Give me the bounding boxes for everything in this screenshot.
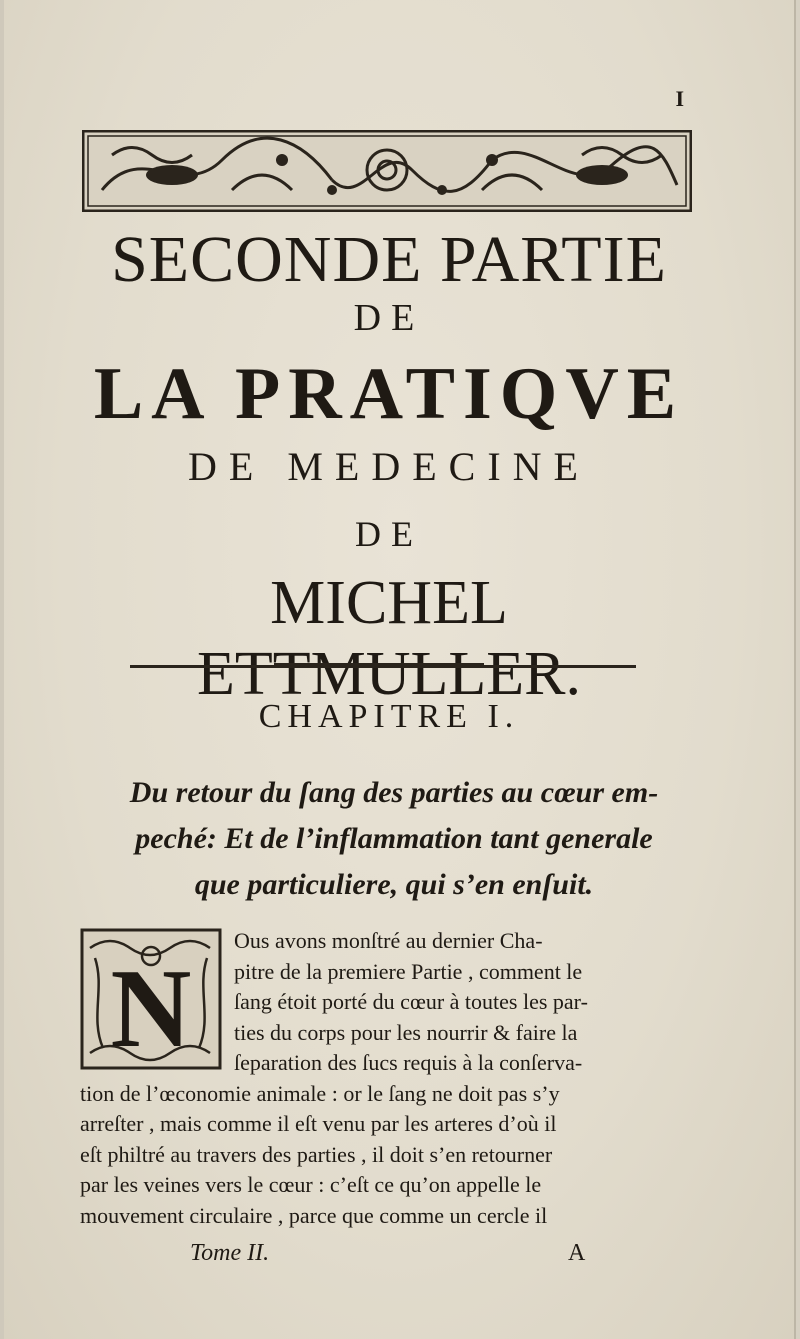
body-line: pitre de la premiere Partie , comment le	[234, 958, 583, 984]
body-line: ſang étoit porté du cœur à toutes les par-	[234, 989, 588, 1014]
body-line: par les veines vers le cœur : c’eſt ce qu’on appelle le	[80, 1172, 542, 1197]
chapter-subtitle	[64, 770, 724, 908]
title-line-1: SECONDE PARTIE	[111, 223, 667, 296]
dropcap-letter: N	[110, 947, 192, 1070]
body-line: Ous avons monſtré au dernier Cha-	[234, 928, 543, 953]
body-line: arreſter , mais comme il eſt venu par les arteres d’où il	[80, 1111, 557, 1136]
body-line: eſt philtré au travers des parties , il doit s’en retourner	[80, 1141, 553, 1167]
subtitle-line: que particuliere, qui s’en enſuit.	[194, 868, 594, 901]
divider-rule-accent	[274, 663, 484, 665]
volume-label: Tome II.	[190, 1240, 270, 1266]
title-line-2: DE	[353, 297, 425, 339]
page-number: I	[675, 86, 684, 111]
body-line: ſeparation des ſucs requis à la conſerva-	[234, 1050, 583, 1075]
title-line-5: DE	[355, 514, 423, 554]
chapter-heading: CHAPITRE I.	[258, 698, 520, 735]
ornamental-headpiece-icon	[82, 130, 692, 212]
signature-mark: A	[568, 1240, 586, 1266]
subtitle-line: peché: Et de l’inflammation tant generale	[135, 822, 653, 855]
title-line-3: LA PRATIQVE	[93, 353, 685, 435]
body-paragraph	[80, 926, 700, 1231]
book-page	[4, 0, 794, 1339]
title-line-6: MICHEL ETTMULLER.	[197, 569, 581, 708]
body-line: mouvement circulaire , parce que comme un cercle il	[80, 1202, 548, 1228]
body-line: ties du corps pour les nourrir & faire la	[234, 1019, 578, 1045]
divider-rule	[130, 665, 636, 668]
body-line: tion de l’œconomie animale : or le ſang ne doit pas s’y	[80, 1080, 560, 1106]
subtitle-line: Du retour du ſang des parties au cœur em-	[129, 776, 659, 809]
title-line-4: DE MEDECINE	[188, 444, 590, 489]
